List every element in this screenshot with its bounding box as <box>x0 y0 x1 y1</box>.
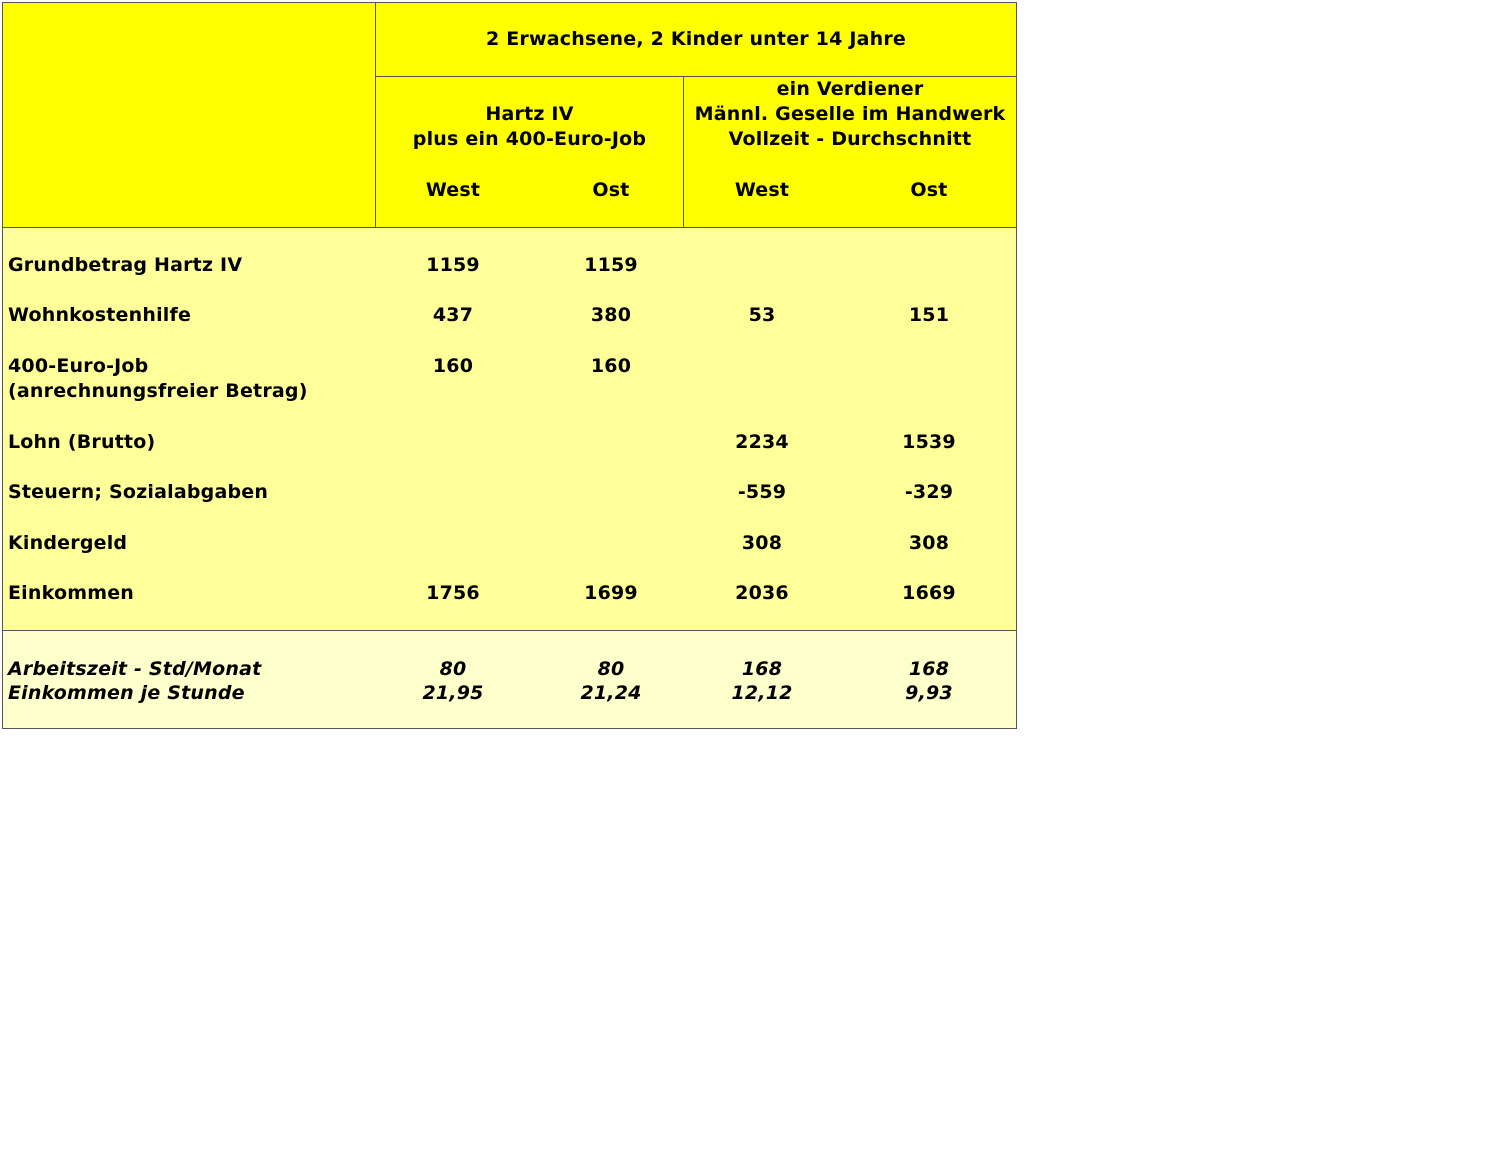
grid-line <box>3 227 1016 228</box>
group-earner-line-1: ein Verdiener <box>776 78 924 100</box>
table-cell: 1159 <box>426 254 480 276</box>
group-hartz-line-2: plus ein 400-Euro-Job <box>412 128 647 150</box>
group-earner-line-3: Vollzeit - Durchschnitt <box>728 128 972 150</box>
table-cell: 308 <box>908 532 950 554</box>
column-header-ost-hartz: Ost <box>592 179 630 201</box>
column-header-ost-earner: Ost <box>910 179 948 201</box>
table-cell: 1669 <box>902 582 956 604</box>
table-cell: -559 <box>737 481 787 503</box>
table-cell: 1539 <box>902 431 956 453</box>
row-label-400-euro-job: 400-Euro-Job <box>8 355 149 377</box>
body-area <box>3 228 1016 630</box>
table-cell: 53 <box>748 304 776 326</box>
table-cell: 80 <box>439 658 467 680</box>
column-header-west-earner: West <box>734 179 790 201</box>
table-cell: 80 <box>597 658 625 680</box>
table-cell: 437 <box>432 304 474 326</box>
table-cell: 308 <box>741 532 783 554</box>
table-cell: 21,95 <box>422 682 484 704</box>
footer-label-einkommen-je-stunde: Einkommen je Stunde <box>8 682 245 704</box>
household-heading: 2 Erwachsene, 2 Kinder unter 14 Jahre <box>486 28 906 50</box>
table-cell: 160 <box>432 355 474 377</box>
table-cell: 2234 <box>735 431 789 453</box>
table-cell: 1756 <box>426 582 480 604</box>
table-cell: 151 <box>908 304 950 326</box>
row-label-lohn: Lohn (Brutto) <box>8 431 156 453</box>
grid-line <box>3 630 1016 631</box>
group-hartz-line-1: Hartz IV <box>485 103 574 125</box>
table-cell: 2036 <box>735 582 789 604</box>
table-cell: -329 <box>904 481 954 503</box>
table-cell: 168 <box>741 658 783 680</box>
row-label-kindergeld: Kindergeld <box>8 532 128 554</box>
table-cell: 9,93 <box>905 682 953 704</box>
row-label-steuern: Steuern; Sozialabgaben <box>8 481 269 503</box>
income-comparison-table <box>2 2 1017 729</box>
footer-label-arbeitszeit: Arbeitszeit - Std/Monat <box>8 658 262 680</box>
table-cell: 1159 <box>584 254 638 276</box>
table-cell: 160 <box>590 355 632 377</box>
table-cell: 21,24 <box>580 682 642 704</box>
row-label-grundbetrag: Grundbetrag Hartz IV <box>8 254 243 276</box>
group-earner-line-2: Männl. Geselle im Handwerk <box>694 103 1006 125</box>
table-cell: 12,12 <box>731 682 793 704</box>
table-cell: 168 <box>908 658 950 680</box>
row-label-400-euro-job-note: (anrechnungsfreier Betrag) <box>8 380 308 402</box>
row-label-wohnkostenhilfe: Wohnkostenhilfe <box>8 304 192 326</box>
table-cell: 380 <box>590 304 632 326</box>
table-cell: 1699 <box>584 582 638 604</box>
row-label-einkommen: Einkommen <box>8 582 135 604</box>
column-header-west-hartz: West <box>425 179 481 201</box>
